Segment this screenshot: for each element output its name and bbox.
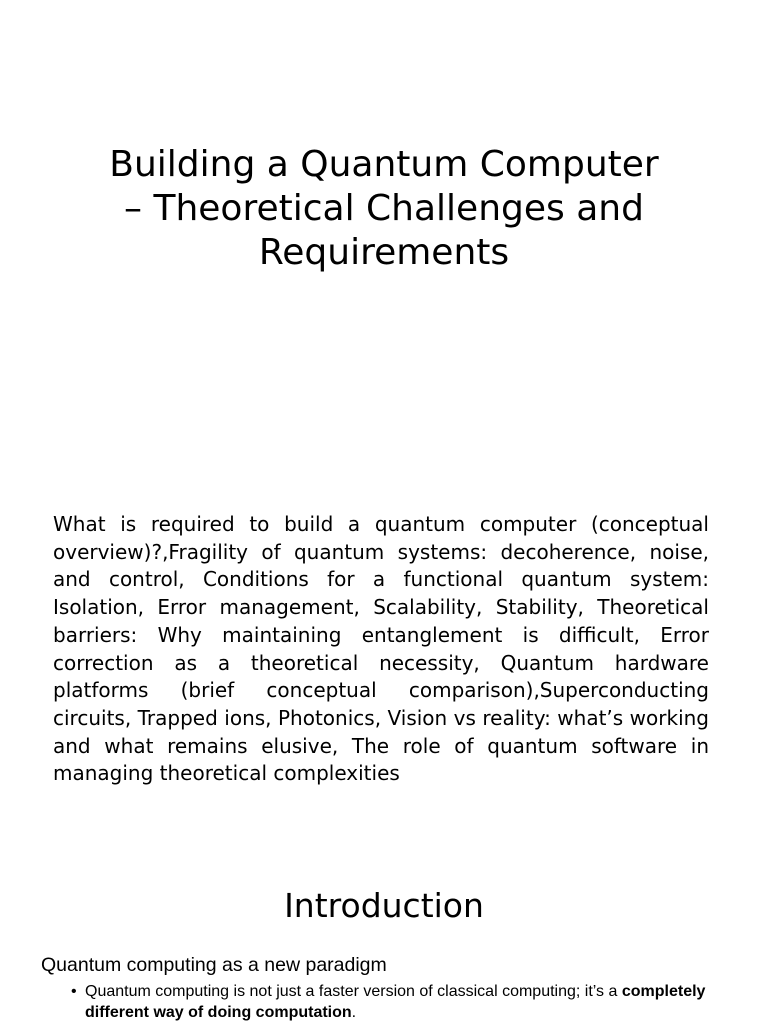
- bullet-item: [71, 981, 711, 1023]
- bullet-icon: •: [71, 983, 77, 1000]
- title-line-1: Building a Quantum Computer: [109, 144, 659, 185]
- bullet-text-end: .: [351, 1004, 357, 1021]
- bullet-text-start: Quantum computing is not just a faster version of classical computing; it’s a: [85, 983, 622, 1000]
- title-line-3: Requirements: [258, 232, 510, 273]
- bullet-text-bold: completely different way of doing computation: [85, 983, 706, 1021]
- abstract-paragraph: What is required to build a quantum computer (conceptual overview)?,Fragility of quantum systems: decoherence, noise, and control, Conditions for a functional quantum system: Isolation, Error management, Scalability, Stability, Theoretical barriers: Why maintaining entanglement is difficult, Error correction as a theoretical necessity, Quantum hardware platforms (brief conceptual comparison),Superconducting circuits, Trapped ions, Photonics, Vision vs reality: what’s working and what remains elusive, The role of quantum software in managing theoretical complexities: [53, 512, 709, 786]
- title-line-2: – Theoretical Challenges and: [124, 188, 644, 229]
- section-subheading: Quantum computing as a new paradigm: [41, 954, 387, 976]
- bullet-text: [85, 981, 711, 1023]
- slide-title: [40, 143, 728, 275]
- section-title: Introduction: [284, 886, 484, 925]
